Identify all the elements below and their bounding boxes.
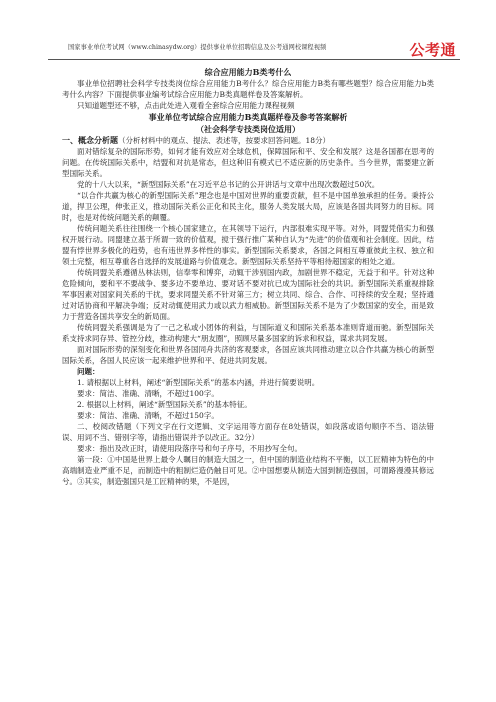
question-2: 2. 根据以上材料，阐述“新型国际关系”的基本特征。: [77, 400, 252, 409]
brand-logo[interactable]: 公考通: [409, 41, 456, 59]
section-1-label: 一、概念分析题: [62, 135, 118, 145]
course-link[interactable]: 只知道题型还不够，点击此处进入观看全套综合应用能力课程视频: [77, 101, 295, 110]
exam-subheading: （社会科学专技类岗位适用）: [196, 124, 300, 134]
material-paragraph: 面对错综复杂的国际形势，如何才能有效应对全球危机，保障国际和平、安全和发展？这是各国都在思考的问题。在传统国际关系中，结盟和对抗是常态，但这种旧有模式已不适应新的历史条件。当今世界，需要建立新型国际关系。: [62, 147, 434, 178]
question-2-requirement: 要求：简洁、准确、清晰，不超过150字。: [77, 411, 219, 420]
intro-paragraph: 事业单位招聘社会科学专技类岗位综合应用能力B考什么？综合应用能力B类有哪些题型？综合应用能力b类考什么内容？下面提供事业编考试综合应用能力B类真题样卷及答案解析。: [62, 79, 434, 99]
proofread-paragraph-1: 第一段：①中国是世界上最令人瞩目的制造大国之一，但中国的制造业结构不平衡，以工匠精神为特色的中高端制造业严重不足，而制造中的粗制烂造仍触目可见。②中国想要从制造大国到制造强国，可谓路漫漫其修远兮。③其实，制造强国只是工匠精神的果，不是因，: [62, 455, 434, 486]
header-divider: [48, 59, 460, 60]
exam-heading: 事业单位考试综合应用能力B类真题样卷及参考答案解析: [148, 112, 348, 122]
section-2-heading: 二、校阅改错题（下列文字在行文逻辑、文字运用等方面存在8处错误，如段落或语句顺序不当、语法错误、用词不当、错别字等，请指出错误并予以改正。32分）: [62, 422, 434, 442]
document-body: [62, 64, 434, 487]
questions-label: 问题：: [77, 367, 100, 376]
header-text: 国家事业单位考试网（www.chinasydw.org）提供事业单位招聘信息及公考通网校课程视频: [68, 44, 327, 51]
section-2-requirement: 要求：指出及改正时，请使用段落序号和句子序号，不用抄写全句。: [77, 444, 302, 453]
doc-title: 综合应用能力B类考什么: [204, 67, 292, 77]
question-1: 1. 请根据以上材料，阐述“新型国际关系”的基本内涵，并进行简要说明。: [77, 378, 320, 387]
material-paragraph: 传统同盟关系强调是为了一己之私或小团体的利益，与国际道义和国际关系基本准则背道而驰。新型国际关系支持求同存异、管控分歧，推动构建大“朋友圈”，照顾尽量多国家的诉求和权益，谋求共同发展。: [62, 323, 434, 343]
material-paragraph: 传统问题关系往往围绕一个核心国家建立，在其领导下运行，内部很难实现平等。对外，同盟凭借实力和强权开展行动。同盟建立基于所谓一致的价值观，搅于强行推广某种自认为“先进”的价值观和社会制度。因此，结盟有悖世界多极化的趋势，也有违世界多样性的事实。新型国际关系要求，各国之间相互尊重彼此主权、独立和领土完整，相互尊重各自选择的发展道路与价值观念。新型国际关系坚持平等相待超国家的相处之道。: [62, 224, 434, 266]
section-1-heading: [62, 135, 434, 146]
question-1-requirement: 要求：简洁、准确、清晰，不超过100字。: [77, 389, 219, 398]
material-paragraph: “以合作共赢为核心的新型国际关系”理念也是中国对世界的重要贡献，但不是中国单独承担的任务。秉持公道，捍卫公理，伸张正义，推动国际关系公正化和民主化，服务人类发展大局，应该是各国共同努力的目标。同时，也是对传统问题关系的颠覆。: [62, 191, 434, 222]
material-paragraph: 党的十八大以来，“新型国际关系”在习近平总书记的公开讲话与文章中出现次数超过50次。: [77, 180, 380, 189]
material-paragraph: 传统同盟关系遵循丛林法则，信奉零和博弈，动辄干涉别国内政，加剧世界不稳定，无益于和平。针对这种危险倾向，要和平不要战争、要多边不要单边、要对话不要对抗已成为国际社会的共识。新型国际关系重视排除军事因素对国家间关系的干扰，要求同盟关系不针对第三方；树立共同、综合、合作、可持续的安全观；坚持通过对话协商和平解决争端；反对动辄使用武力或以武力相威胁。新型国际关系不是为了少数国家的安全，而是致力于营造各国共享安全的新局面。: [62, 268, 434, 321]
page-header: [48, 36, 460, 60]
material-paragraph: 面对国际形势的深刻变化和世界各国同舟共济的客观要求，各国应该共同推动建立以合作共赢为核心的新型国际关系，各国人民应该一起来维护世界和平、促进共同发展。: [62, 345, 434, 365]
section-1-note: （分析材料中的观点、提法、表述等，按要求回答问题。18分）: [118, 136, 331, 145]
